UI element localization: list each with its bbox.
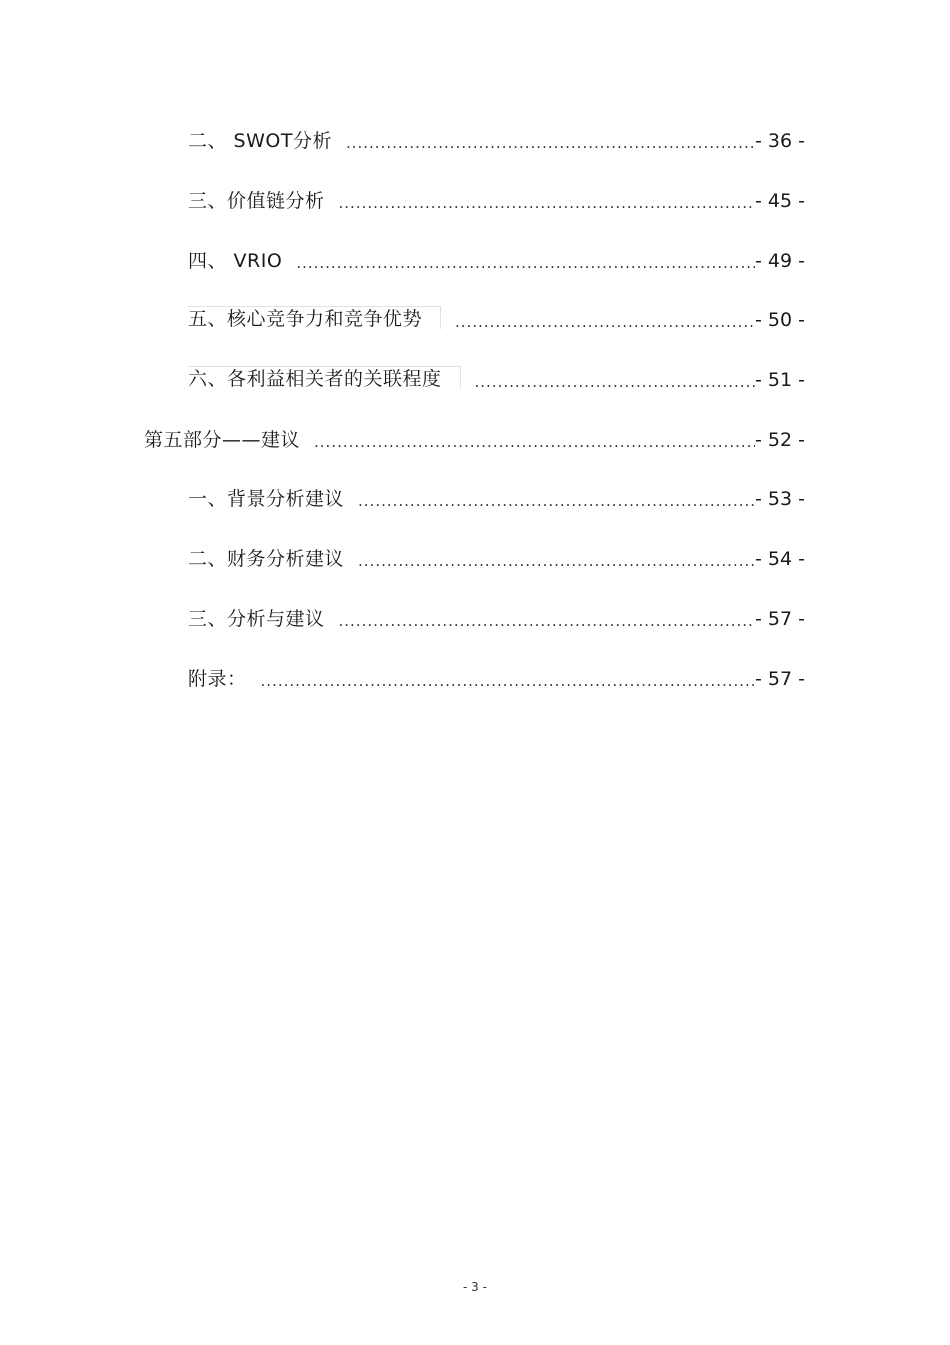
- toc-entry-label: 一、背景分析建议: [188, 488, 345, 511]
- toc-entry-page: - 54 -: [755, 548, 805, 571]
- toc-entry-label: 六、各利益相关者的关联程度: [188, 366, 461, 389]
- toc-entry-vrio[interactable]: [0, 231, 950, 291]
- toc-entry-label: 二、财务分析建议: [188, 548, 345, 571]
- toc-entry-label: 四、 VRIO: [188, 249, 283, 272]
- dot-leader: [296, 256, 755, 271]
- toc-entry-page: - 45 -: [755, 190, 805, 213]
- dot-leader: [339, 614, 755, 629]
- toc-entry-label: 二、 SWOT分析: [188, 130, 332, 153]
- dot-leader: [261, 674, 755, 689]
- toc-entry-page: - 52 -: [755, 428, 805, 451]
- toc-entry-label: 五、核心竞争力和竞争优势: [188, 306, 441, 329]
- dot-leader: [314, 435, 755, 450]
- toc-entry-label: 第五部分——建议: [144, 428, 301, 451]
- toc-entry-value-chain[interactable]: [0, 172, 950, 232]
- toc-entry-label: 三、价值链分析: [188, 190, 325, 213]
- toc-entry-page: - 49 -: [755, 249, 805, 272]
- dot-leader: [455, 315, 755, 330]
- toc-entry-financial-advice[interactable]: [0, 530, 950, 590]
- dot-leader: [346, 136, 755, 151]
- toc-entry-swot[interactable]: [0, 112, 950, 172]
- toc-entry-analysis-advice[interactable]: [0, 590, 950, 650]
- toc-entry-core-competence[interactable]: [0, 291, 950, 351]
- toc-entry-stakeholders[interactable]: [0, 351, 950, 411]
- toc-entry-page: - 51 -: [755, 369, 805, 392]
- toc-entry-page: - 36 -: [755, 130, 805, 153]
- dot-leader: [358, 494, 755, 509]
- toc-entry-appendix[interactable]: [0, 649, 950, 709]
- page-number: - 3 -: [463, 1280, 487, 1294]
- toc-entry-part-five[interactable]: [0, 410, 950, 470]
- toc-entry-page: - 57 -: [755, 667, 805, 690]
- dot-leader: [475, 375, 755, 390]
- toc-entry-label: 附录：: [188, 667, 247, 690]
- toc-entry-page: - 53 -: [755, 488, 805, 511]
- toc-entry-page: - 57 -: [755, 607, 805, 630]
- dot-leader: [358, 554, 755, 569]
- toc-entry-label: 三、分析与建议: [188, 607, 325, 630]
- table-of-contents: [0, 112, 950, 709]
- toc-entry-background-advice[interactable]: [0, 470, 950, 530]
- toc-entry-page: - 50 -: [755, 309, 805, 332]
- dot-leader: [339, 196, 755, 211]
